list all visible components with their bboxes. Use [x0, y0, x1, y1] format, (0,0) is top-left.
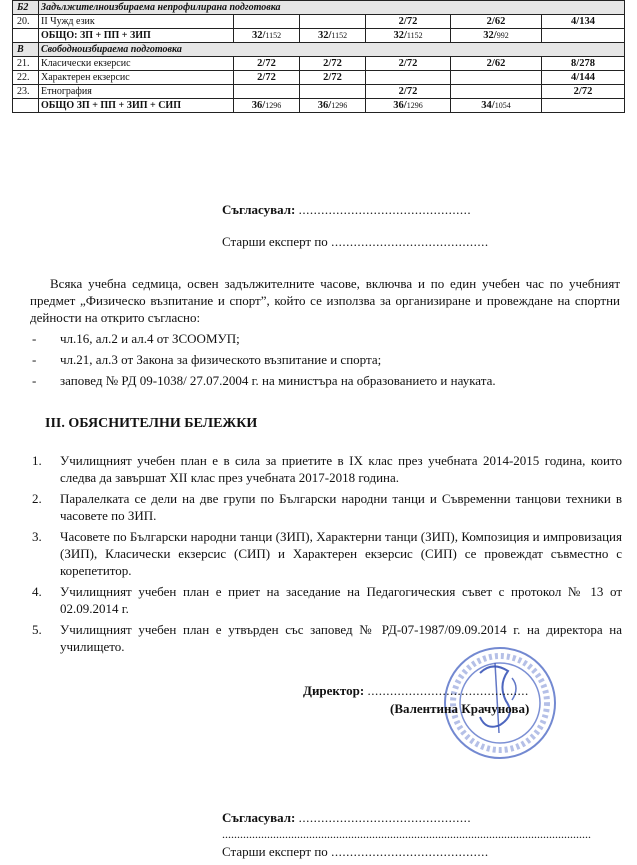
hours-cell — [451, 71, 542, 85]
hours-value: 2/72 — [323, 71, 342, 83]
row-code: Б2 — [13, 1, 39, 15]
approval-label: Съгласувал: — [222, 810, 296, 825]
hours-cell — [542, 99, 625, 113]
expert-line-1 — [222, 234, 489, 250]
hours-cell — [234, 15, 300, 29]
expert-line-2 — [222, 844, 489, 860]
list-item — [30, 372, 496, 393]
row-code — [13, 99, 39, 113]
hours-cell — [542, 85, 625, 99]
hours-cell — [366, 99, 451, 113]
note-number: 2. — [32, 491, 42, 506]
hours-cell — [451, 15, 542, 29]
row-label: ОБЩО ЗП + ПП + ЗИП + СИП — [39, 99, 234, 113]
note-number: 4. — [32, 584, 42, 599]
approval-line-2 — [222, 810, 471, 826]
note-text: Училищният учебен план е в сила за приетите в IX клас през учебната 2014-2015 година, които следва да завършат XII клас през учебната 2017-2018 година. — [60, 453, 622, 485]
note-text: Паралелката се дели на две групи по Български народни танци и Съвременни танцови техники в часовете по ЗИП. — [60, 491, 622, 523]
approval-label: Съгласувал: — [222, 202, 296, 217]
section-row — [13, 43, 625, 57]
hours-annual: 1296 — [265, 100, 282, 110]
hours-value: 2/72 — [257, 57, 276, 69]
note-item — [30, 583, 622, 617]
row-label: Свободноизбираема подготовка — [39, 43, 625, 57]
director-line — [303, 683, 529, 699]
table-row — [13, 15, 625, 29]
table-row — [13, 85, 625, 99]
note-number: 3. — [32, 529, 42, 544]
hours-annual: 1152 — [331, 30, 348, 40]
hours-value: 2/72 — [398, 85, 418, 97]
hours-value: 4/144 — [571, 71, 595, 83]
hours-cell — [451, 85, 542, 99]
expert-dots: .......................................... — [331, 234, 489, 249]
total-row — [13, 29, 625, 43]
hours-cell — [542, 71, 625, 85]
hours-cell — [366, 71, 451, 85]
hours-cell — [542, 29, 625, 43]
note-item — [30, 452, 622, 486]
note-text: Училищният учебен план е приет на заседание на Педагогическия съвет с протокол № 13 от 02.09.2014 г. — [60, 584, 622, 616]
note-text: Училищният учебен план е утвърден със заповед № РД-07-1987/09.09.2014 г. на директора на училището. — [60, 622, 622, 654]
hours-annual: 992 — [496, 30, 509, 40]
expert-dots: .......................................... — [331, 844, 489, 859]
hours-cell — [234, 99, 300, 113]
dash-marker: - — [32, 331, 37, 346]
hours-value: 2/72 — [398, 15, 418, 27]
row-label: II Чужд език — [39, 15, 234, 29]
hours-annual: 1296 — [406, 100, 423, 110]
dash-marker: - — [32, 352, 37, 367]
hours-value: 36/ — [317, 99, 332, 111]
approval-dots: .............................................. — [298, 202, 472, 217]
row-code — [13, 29, 39, 43]
dash-marker: - — [32, 373, 37, 388]
note-item — [30, 490, 622, 524]
hours-cell — [366, 29, 451, 43]
list-item-text: чл.16, ал.2 и ал.4 от ЗСООМУП; — [60, 331, 240, 346]
row-code: 21. — [13, 57, 39, 71]
hours-value: 32/ — [251, 29, 266, 41]
hours-cell — [234, 71, 300, 85]
hours-value: 36/ — [251, 99, 266, 111]
hours-cell — [300, 85, 366, 99]
hours-value: 2/62 — [486, 57, 506, 69]
approval-line-1 — [222, 202, 471, 218]
total-row — [13, 99, 625, 113]
director-dots: ........................................... — [367, 683, 529, 698]
hours-cell — [300, 99, 366, 113]
row-label: Задължителноизбираема непрофилирана подготовка — [39, 1, 625, 15]
hours-cell — [366, 57, 451, 71]
curriculum-table — [12, 0, 625, 113]
director-label: Директор: — [303, 683, 365, 698]
section-heading: III. ОБЯСНИТЕЛНИ БЕЛЕЖКИ — [45, 416, 258, 431]
hours-value: 2/72 — [398, 57, 418, 69]
hours-annual: 1296 — [331, 100, 348, 110]
note-number: 1. — [32, 453, 42, 468]
note-item — [30, 528, 622, 579]
row-code: В — [13, 43, 39, 57]
table-row — [13, 71, 625, 85]
row-label: Характерен екзерсис — [39, 71, 234, 85]
hours-annual: 1152 — [265, 30, 282, 40]
hours-cell — [366, 15, 451, 29]
hours-cell — [451, 57, 542, 71]
hours-value: 32/ — [317, 29, 332, 41]
hours-cell — [366, 85, 451, 99]
row-label: ОБЩО: ЗП + ПП + ЗИП — [39, 29, 234, 43]
curriculum-table-body — [13, 1, 625, 113]
hours-annual: 1152 — [406, 30, 423, 40]
note-text: Часовете по Български народни танци (ЗИП), Характерни танци (ЗИП), Композиция и импровизация (ЗИП), Класически екзерсис (СИП) и Характерен екзерсис (СИП) се провеждат съвместно с корепетитор. — [60, 529, 622, 578]
list-item — [30, 330, 496, 351]
hours-value: 4/134 — [571, 15, 595, 27]
director-name: (Валентина Крачунова) — [390, 701, 530, 716]
hours-cell — [300, 57, 366, 71]
list-item — [30, 351, 496, 372]
row-label: Класически екзерсис — [39, 57, 234, 71]
list-item-text: чл.21, ал.3 от Закона за физическото възпитание и спорта; — [60, 352, 382, 367]
expert-role: Старши експерт по — [222, 234, 328, 249]
hours-cell — [300, 29, 366, 43]
hours-annual: 1054 — [494, 100, 511, 110]
row-code: 22. — [13, 71, 39, 85]
hours-value: 36/ — [393, 99, 407, 111]
hours-value: 34/ — [481, 99, 495, 111]
hours-value: 2/62 — [486, 15, 506, 27]
hours-cell — [234, 85, 300, 99]
row-code: 23. — [13, 85, 39, 99]
hours-value: 2/72 — [573, 85, 593, 97]
hours-value: 32/ — [393, 29, 407, 41]
expert-role: Старши експерт по — [222, 844, 328, 859]
section-row — [13, 1, 625, 15]
hours-cell — [451, 29, 542, 43]
hours-cell — [300, 15, 366, 29]
legal-basis-list — [30, 330, 496, 393]
table-row — [13, 57, 625, 71]
hours-value: 8/278 — [571, 57, 595, 69]
approval-blank-line: ........................................................................................................................... — [222, 827, 591, 841]
list-item-text: заповед № РД 09-1038/ 27.07.2004 г. на министъра на образованието и науката. — [60, 373, 496, 388]
sports-paragraph: Всяка учебна седмица, освен задължителните часове, включва и по един учебен час по учебният предмет „Физическо възпитание и спорт”, който се използва за организиране и провеждане на спортни дейности на открито съгласно: — [30, 276, 620, 325]
row-label: Етнография — [39, 85, 234, 99]
hours-cell — [234, 57, 300, 71]
approval-dots: .............................................. — [298, 810, 472, 825]
note-number: 5. — [32, 622, 42, 637]
hours-cell — [451, 99, 542, 113]
hours-cell — [234, 29, 300, 43]
hours-cell — [300, 71, 366, 85]
hours-value: 2/72 — [323, 57, 342, 69]
explanatory-notes — [30, 452, 622, 659]
hours-cell — [542, 57, 625, 71]
hours-value: 2/72 — [257, 71, 276, 83]
hours-value: 32/ — [483, 29, 497, 41]
hours-cell — [542, 15, 625, 29]
row-code: 20. — [13, 15, 39, 29]
